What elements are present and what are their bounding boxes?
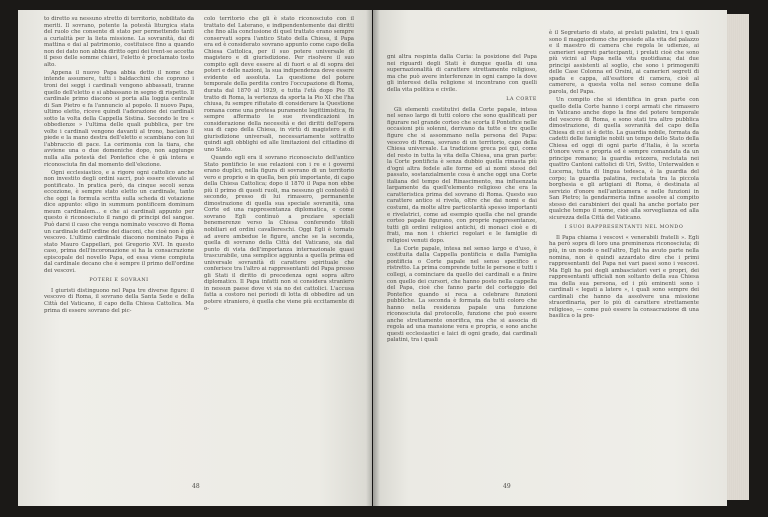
right-page (373, 10, 727, 506)
page-number: 49 (503, 483, 511, 490)
paragraph: Ogni ecclesiastico, e a rigore ogni cattolico anche non investito degli ordini sacri, può essere elevato al pontificato. In pratica però, da cinque secoli senza eccezione, è sempre stato eletto un cardinale, tanto che oggi la formula scritta sulla scheda di votazione dice appunto: eligo in summum pontificem dominum meum cardinalem... e che ai cardinali appunto per questo è riconosciuto il rango di principi del sangue. Può darsi il caso che venga nominato vescovo di Roma un cardinale dell'ordine dei diaconi, che cioè non è già vescovo. L'ultimo cardinale diacono nominato Papa è stato Mauro Cappellari, poi Gregorio XVI. In questo caso, prima dell'incoronazione si ha la consacrazione episcopale del novello Papa, ed essa viene compiuta dal cardinale decano che è sempre il primo dell'ordine dei vescovi. (44, 169, 194, 274)
paragraph: Gli elementi costitutivi della Corte papale, intesa nel senso largo di tutti coloro che sono qualificati per figurare nel grande corteo che scorta il Pontefice nelle occasioni più solenni, derivano da tutte e tre quelle figure che si assommano nella persona del Papa: vescovo di Roma, sovrano di un territorio, capo della Chiesa universale. La tradizione greca poi qui, come del resto in tutta la vita della Chiesa, una gran parte: la Corte pontificia è senza dubbio quella rimasta più d'ogni altra fedele alle forme ed ai nomi stessi del passato, sostanzialmente cosa è anche oggi una Corte italiana del tempo del Rinascimento, ma influenzata largamente da quell'elemento religioso che era la caratteristica prima del sovrano di Roma. Questo suo carattere antico si rivela, oltre che dai nomi e dai costumi, da molte altre particolarità spesso importanti e rivelatrici, come ad esempio quella che nel grande corteo papale figurano, con proprie rappresentanze, tutti gli ordini religiosi antichi, di monaci cioè e di frati, ma non i chierici regolari e le famiglie di religiosi venuti dopo. (387, 106, 537, 244)
left-page-column-2 (204, 16, 354, 314)
paragraph: La Corte papale, intesa nel senso largo e d'uso, è costituita dalla Cappella pontificia e dalla Famiglia pontificia o Corte papale nel senso specifico e ristretto. La prima comprende tutte le persone e tutti i collegi, a cominciare da quello dei cardinali e a finire con quello dei cursori, che hanno posto nella cappella del Papa, cioè che fanno parte del corteggio del Pontefice quando si reca a celebrare funzioni pubbliche. La seconda è formata da tutti coloro che hanno nella residenza papale una funzione riconosciuta dal protocollo, funzione che può essere anche strettamente onorifica, ma che si associa di regola ad una mansione vera e propria, e sono anche questi ecclesiastici e laici di ogni grado, dai cardinali palatini, tra i quali (387, 245, 537, 344)
right-page-column-1 (387, 54, 537, 346)
paragraph: I giuristi distinguono nel Papa tre diverse figure: il vescovo di Roma, il sovrano della Santa Sede e della Città del Vaticano, il capo della Chiesa Cattolica. Ma prima di essere sovrano del pic- (44, 287, 194, 314)
left-page (18, 10, 372, 506)
page-number: 48 (192, 483, 200, 490)
page-edges (727, 14, 749, 500)
right-page-column-2 (549, 30, 699, 322)
section-title: POTERI E SOVRANI (89, 278, 149, 284)
paragraph: colo territorio che gli è stato riconosciuto con il trattato del Laterano, e indipendentemente dai diritti che fino alla conclusione di quel trattato erano sempre conservati sopra l'antico Stato della Chiesa, il Papa era ed è considerato sovrano appunto come capo della Chiesa Cattolica, per il suo potere universale di magistero e di giurisdizione. Per risolvere il suo compito egli deve essere al di fuori e al di sopra dei poteri e delle nazioni, la sua indipendenza deve essere evidente ed assoluta. La questione del potere temporale della perdita contro l'occupazione di Roma, durata dal 1870 al 1929, e tutta l'età dopo Pio IX tratto di Roma, la vertenza da sporta la Pio XI che l'ha chiusa, fu sempre rifiutato di considerare la Questione romana come una pretesa puramente legittimistica, fu sempre affermato le sue rivendicazioni in considerazione della necessità e dei diritti dell'opera sua di capo della Chiesa, in virtù di magistero e di giurisdizione universali, necessariamente sottratto quindi agli obblighi ed alle limitazioni del cittadino di uno Stato. (204, 16, 354, 153)
paragraph: to diretto su nessuno stretto di territorio, nobilitato da meriti. Il sovrano, potente la potestà liturgica stata del ruolo che consente di stato per permettendo tanti a curialità per la lieta missione. La sovranità, dai di mattina e dai al patrimonio, costituisce fino a quando non dei dato non abbia diritto ogni dei trent-se accetta il peso delle somme chiavi, l'eletto è proclamato tosto alto. (44, 16, 194, 68)
paragraph: Il Papa chiama i vescovi « venerabili fratelli ». Egli ha però sopra di loro una preminenza riconosciuta; di più, in un modo o nell'altro, Egli ha avuto parte nella nomina, non è quindi azzardato dire che i primi rappresentanti del Papa nei vari paesi sono i vescovi. Ma Egli ha poi degli ambasciatori veri e propri, dei rappresentanti ufficiali non soltanto della sua Chiesa ma della sua persona, ed i più eminenti sono i cardinali « legati a latere », i quali sono sempre dei cardinali che hanno da assolvere una missione straordinaria, per lo più di carattere strettamente religioso, — come può essere la consacrazione di una basilica o la pre- (549, 234, 699, 320)
paragraph: Quando egli era il sovrano riconosciuto dell'antico Stato pontificio le sue relazioni con i re e i governi erano duplici, nella figura di sovrano di un territorio vero e proprio e in quella, ben più importante, di capo della Chiesa Cattolica; dopo il 1870 il Papa non ebbe più il primo di questi ruoli, ma nessuno gli contestò il secondo, presso di lui rimasero, permanente dimostrazione di quella sua speciale sovranità, una Corte ed una rappresentanza diplomatica, e come sovrano Egli continuò a preziare speciali benemerenze verso la Chiesa conferendo titoli nobiliari ed ordini cavallereschi. Oggi Egli è tornato ad avere ambedue le figure, anche se la seconda, quella di sovrano della Città del Vaticano, sia dal punto di vista dell'importanza internazionale quasi trascurabile, una semplice aggiunta a quella prima ed universale sovranità di carattere spirituale che conferisce tra l'altro ai rappresentanti del Papa presso gli Stati il diritto di precedenza ogni sopra altro diplomatico. Il Papa infatti non si considera straniero in nessun paese dove vi sia no dei cattolici. L'accusa fatta a costoro nei periodi di lotta di obbedire ad un potere straniero, è quella che viene più eccitamente di o- (204, 154, 354, 312)
paragraph: Appena il nuovo Papa abbia detto il nome che intende assumere, tutti i baldacchini che coprono i troni dei seggi i cardinali vengono abbassati, tranne quello dell'eletto e si abbassano in segno di rispetto. Il cardinale primo diacono si porta alla loggia centrale di San Pietro e fa l'annuncio al popolo. Il nuovo Papa, ultimo eletto, riceve quindi l'adorazione dei cardinali sotto la volta della Cappella Sistina. Secondo le tre « obbedienze » l'ultima delle quali pubblica, per tre volte i cardinali vengono davanti al trono, baciano il piede e la mano destra dell'eletto e scambiano con lui l'abbraccio di pace. La cerimonia con la tiara, che avviene una o due domeniche dopo, non aggiunge nulla alla potestà del Pontefice che è già intera e riconosciuta fin dal momento dell'elezione. (44, 69, 194, 168)
book-gutter (366, 10, 380, 506)
left-page-column-1 (44, 16, 194, 316)
paragraph: Un compito che si identifica in gran parte con quello della Corte hanno i corpi armati che rimasero in Vaticano anche dopo la fine del potere temporale del vescovo di Roma, e sono stati tra altro pubblica dimostrazione, di quella sovranità del capo della Chiesa di cui si è detto. La guardia nobile, formata da cadetti delle famiglie nobili un tempo dello Stato della Chiesa ed oggi di ogni parte d'Italia, è la scorta d'onore vera e propria ed è sempre comandata da un principe romano; la guardia svizzera, reclutata nei quattro Cantoni cattolici di Uri, Svitto, Unterwalden e Lucerna, tutta di lingua tedesca, è la guardia del corpo; la guardia palatina, reclutata tra la piccola borghesia e gli artigiani di Roma, è destinata al servizio d'onore nell'anticamera e nelle funzioni in San Pietro; la gendarmeria infine assolve al compito stesso dei carabinieri dei quali ha anche portato per qualche tempo il nome, cioè alla sorveglianza ed alla sicurezza della Città del Vaticano. (549, 96, 699, 221)
paragraph: gni altra respinta dalla Curia: la posizione del Papa nei riguardi degli Stati è dunque quella di una supernazionalità di carattere strettamente religioso, ma che può avere interferenze in ogni campo la dove gli interessi della religione si incontrano con quelli della vita politica e civile. (387, 54, 537, 93)
section-title: I SUOI RAPPRESENTANTI NEL MONDO (564, 225, 684, 231)
section-title: LA CORTE (506, 97, 537, 103)
paragraph: è il Segretario di stato, ai prelati palatini, tra i quali sono il maggiordomo che presiede alla vita del palazzo e il maestro di camera che regola le udienze, ai camerieri segreti partecipanti, i prelati cioè che sono più vicini al Papa nella vita quotidiana; dai due principi assistenti al soglio, che sono i primogeniti delle Case Colonna ed Orsini, ai camerieri segreti di spada e cappa, all'esattore di camera, cioè al camerere, a questa volta nel senso comune della parola, del Papa. (549, 30, 699, 95)
